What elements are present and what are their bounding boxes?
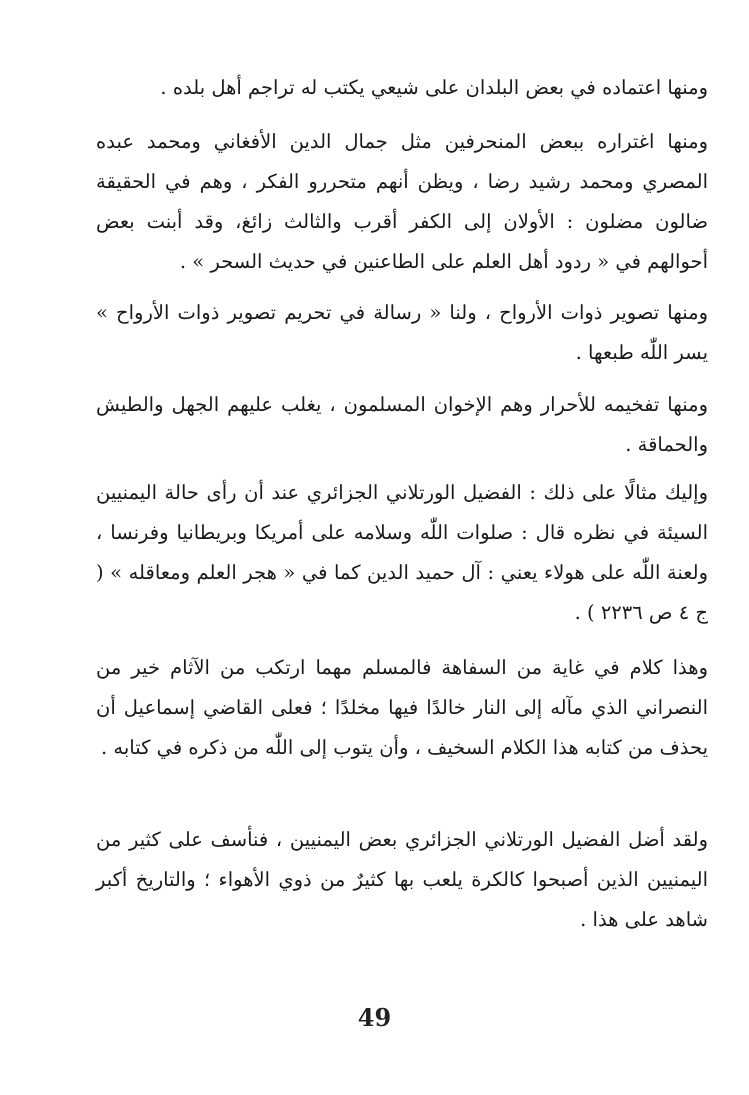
paragraph-1: ومنها اعتماده في بعض البلدان على شيعي يكتب له تراجم أهل بلده . (160, 76, 708, 99)
paragraph-4: ومنها تفخيمه للأحرار وهم الإخوان المسلمون ، يغلب عليهم الجهل والطيش والحماقة . (96, 393, 708, 456)
paragraph-6: وهذا كلام في غاية من السفاهة فالمسلم مهما ارتكب من الآثام خير من النصراني الذي مآله إلى النار خالدًا فيها مخلدًا ؛ فعلى القاضي إسماعيل أن يحذف من كتابه هذا الكلام السخيف ، وأن يتوب إلى اللّٰه من ذكره في كتابه . (96, 656, 708, 759)
paragraph-7: ولقد أضل الفضيل الورتلاني الجزائري بعض اليمنيين ، فنأسف على كثير من اليمنيين الذين أصبحوا كالكرة يلعب بها كثيرٌ من ذوي الأهواء ؛ والتاريخ أكبر شاهد على هذا . (96, 828, 708, 931)
paragraph-3: ومنها تصوير ذوات الأرواح ، ولنا « رسالة في تحريم تصوير ذوات الأرواح » يسر اللّٰه طبعها . (96, 301, 708, 364)
paragraph-5: وإليك مثالًا على ذلك : الفضيل الورتلاني الجزائري عند أن رأى حالة اليمنيين السيئة في نظره قال : صلوات اللّٰه وسلامه على أمريكا وبريطانيا وفرنسا ، ولعنة اللّٰه على هولاء يعني : آل حميد الدين كما في « هجر العلم ومعاقله » ( ج ٤ ص ٢٢٣٦ ) . (96, 481, 708, 624)
page-number: 49 (357, 1003, 392, 1032)
paragraph-2: ومنها اغتراره ببعض المنحرفين مثل جمال الدين الأفغاني ومحمد عبده المصري ومحمد رشيد رضا ، ويظن أنهم متحررو الفكر ، وهم في الحقيقة ضالون مضلون : الأولان إلى الكفر أقرب والثالث زائغ، وقد أبنت بعض أحوالهم في « ردود أهل العلم على الطاعنين في حديث السحر » . (96, 130, 708, 273)
